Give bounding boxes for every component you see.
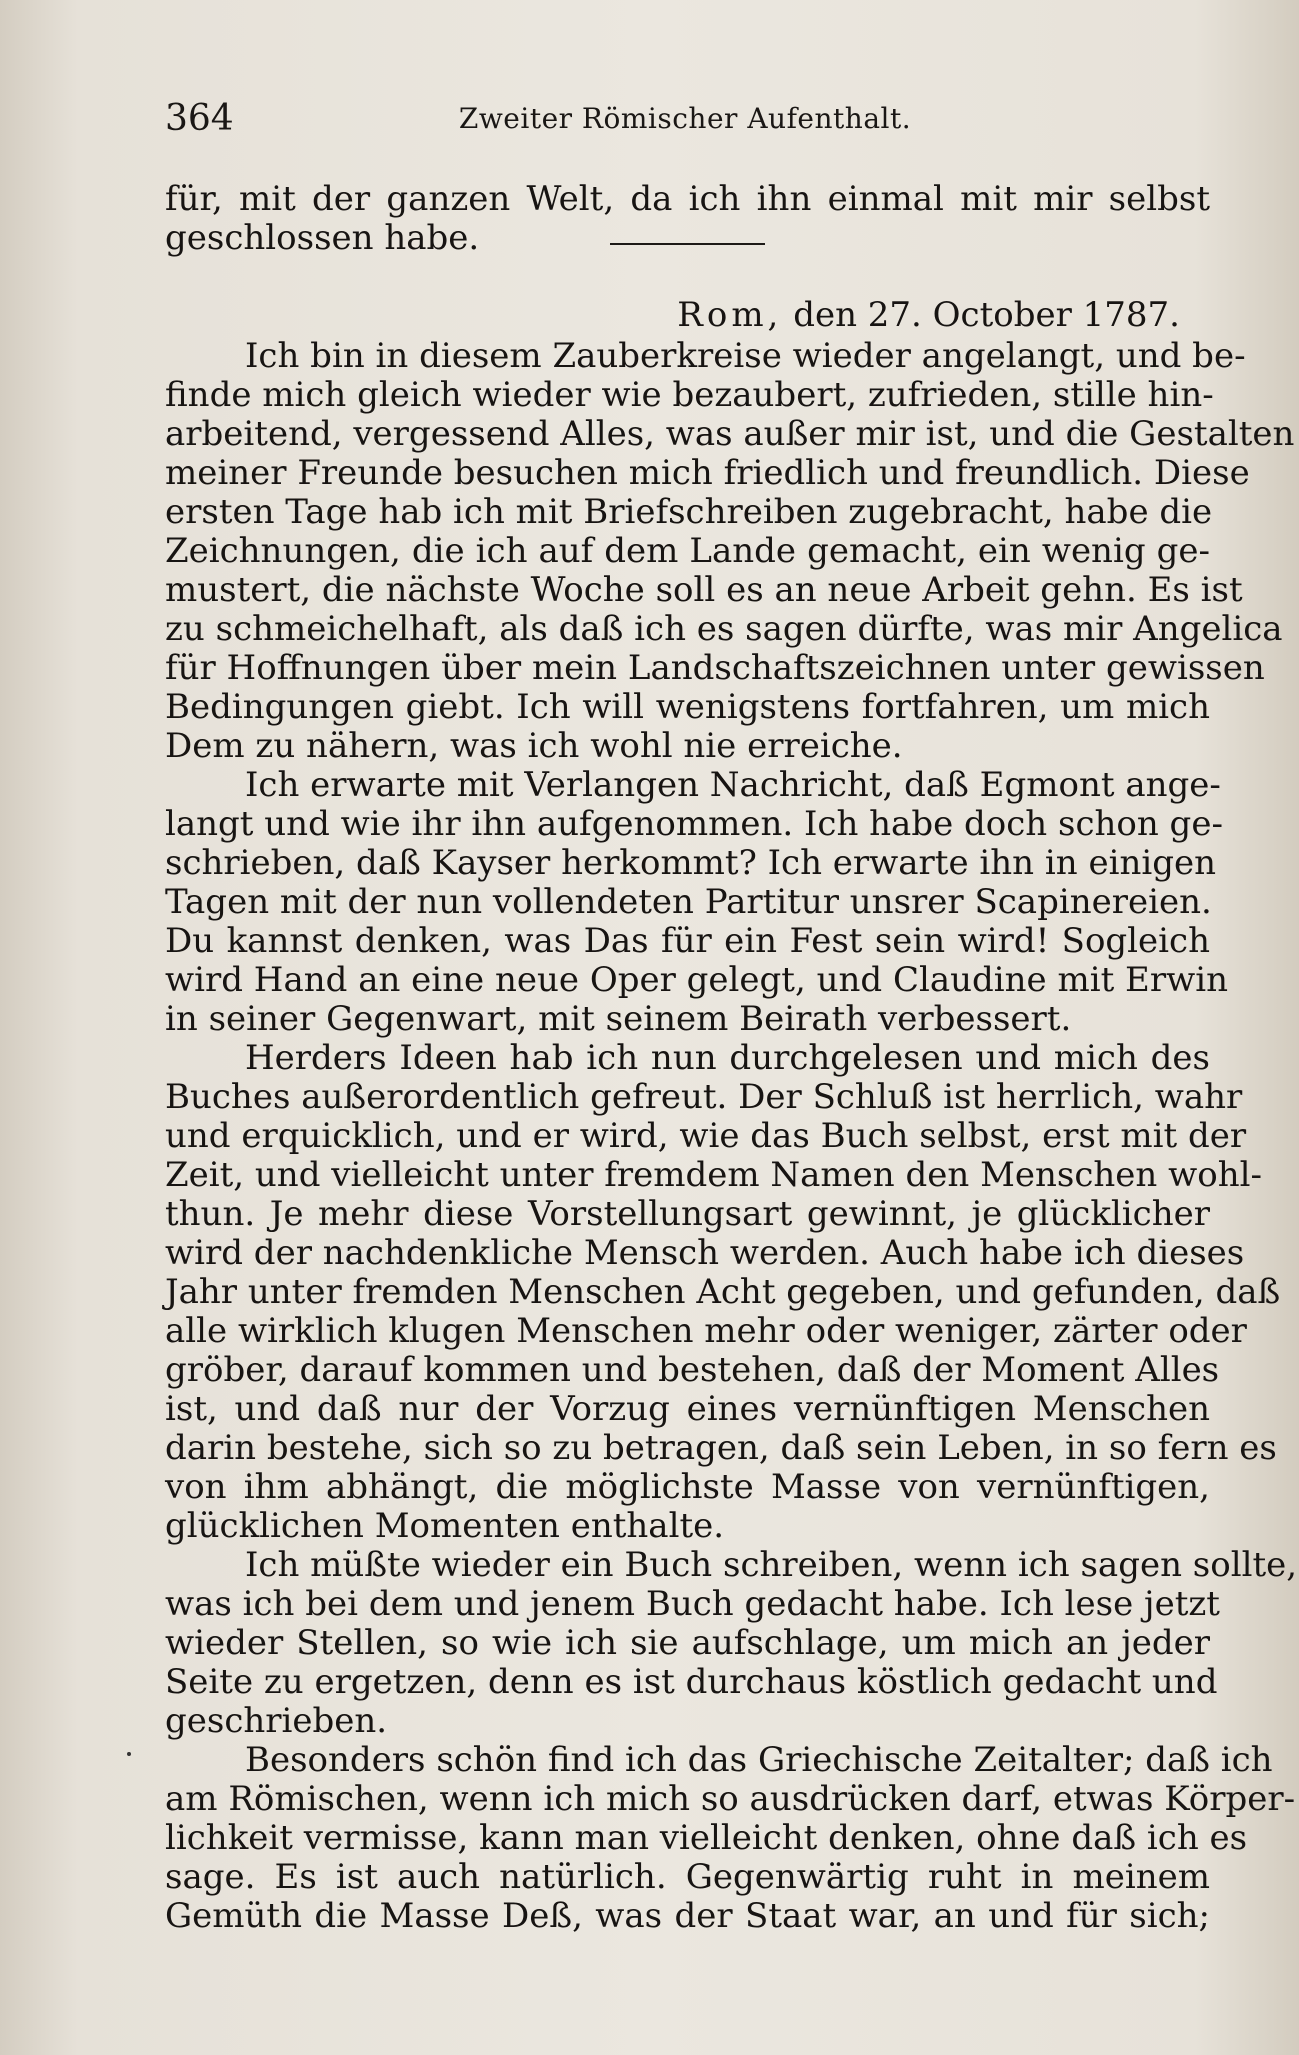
text-line: alle wirklich klugen Menschen mehr oder weniger, zärter oder (165, 1311, 1247, 1351)
text-line: wird Hand an eine neue Oper gelegt, und Claudine mit Erwin (165, 960, 1228, 1000)
section-end (165, 219, 1210, 258)
text-line: am Römischen, wenn ich mich so ausdrücken darf, etwas Körper- (165, 1779, 1296, 1819)
text-line: darin bestehe, sich so zu betragen, daß sein Leben, in so fern es (165, 1428, 1277, 1468)
running-title: Zweiter Römischer Aufenthalt. (458, 102, 912, 135)
text-line: von ihm abhängt, die möglichste Masse von vernünftigen, (165, 1467, 1210, 1507)
text-line: geschrieben. (165, 1701, 388, 1741)
text-line: wird der nachdenkliche Mensch werden. Auch habe ich dieses (165, 1233, 1245, 1273)
text-line: arbeitend, vergessend Alles, was außer mir ist, und die Gestalten (165, 414, 1295, 454)
text-line: ist, und daß nur der Vorzug eines vernünftigen Menschen (165, 1389, 1210, 1429)
text-line: finde mich gleich wieder wie bezaubert, zufrieden, stille hin- (165, 375, 1214, 415)
paragraph (165, 1038, 1281, 1546)
dateline (165, 296, 1210, 335)
page-header (165, 98, 1205, 148)
text-line: Gemüth die Masse Deß, was der Staat war, an und für sich; (165, 1896, 1210, 1936)
text-line: meiner Freunde besuchen mich friedlich und freundlich. Diese (165, 453, 1250, 493)
text-line: Du kannst denken, was Das für ein Fest sein wird! Sogleich (165, 921, 1210, 961)
text-line: Zeichnungen, die ich auf dem Lande gemacht, ein wenig ge- (165, 531, 1210, 571)
text-line: für, mit der ganzen Welt, da ich ihn einmal mit mir selbst (165, 179, 1210, 219)
text-line: geschlossen habe. (165, 218, 480, 258)
body-text (165, 179, 1298, 1936)
text-line: Dem zu nähern, was ich wohl nie erreiche. (165, 726, 903, 766)
text-line: mustert, die nächste Woche soll es an neue Arbeit gehn. Es ist (165, 570, 1243, 610)
text-line: Besonders schön find ich das Griechische Zeitalter; daß ich (245, 1740, 1273, 1780)
text-line: Seite zu ergetzen, denn es ist durchaus köstlich gedacht und (165, 1662, 1218, 1702)
text-line: ersten Tage hab ich mit Briefschreiben zugebracht, habe die (165, 492, 1213, 532)
text-line: in seiner Gegenwart, mit seinem Beirath verbessert. (165, 999, 1072, 1039)
text-line: wieder Stellen, so wie ich sie aufschlage, um mich an jeder (165, 1623, 1210, 1663)
text-line: zu schmeichelhaft, als daß ich es sagen dürfte, was mir Angelica (165, 609, 1283, 649)
page-number: 364 (165, 98, 234, 139)
text-line: gröber, darauf kommen und bestehen, daß der Moment Alles (165, 1350, 1220, 1390)
text-line: für Hoffnungen über mein Landschaftszeichnen unter gewissen (165, 648, 1265, 688)
dateline-place: Rom, (677, 295, 783, 335)
text-line: Buches außerordentlich gefreut. Der Schluß ist herrlich, wahr (165, 1077, 1243, 1117)
text-line: und erquicklich, und er wird, wie das Buch selbst, erst mit der (165, 1116, 1247, 1156)
text-line: Ich erwarte mit Verlangen Nachricht, daß Egmont ange- (245, 765, 1221, 805)
text-line: Bedingungen giebt. Ich will wenigstens fortfahren, um mich (165, 687, 1210, 727)
text-line: Zeit, und vielleicht unter fremdem Namen den Menschen wohl- (165, 1155, 1262, 1195)
section-separator-rule (610, 243, 765, 245)
text-line: sage. Es ist auch natürlich. Gegenwärtig ruht in meinem (165, 1857, 1210, 1897)
text-line: langt und wie ihr ihn aufgenommen. Ich habe doch schon ge- (165, 804, 1223, 844)
paragraph (165, 765, 1228, 1039)
text-line: thun. Je mehr diese Vorstellungsart gewinnt, je glücklicher (165, 1194, 1210, 1234)
text-line: Ich bin in diesem Zauberkreise wieder angelangt, und be- (245, 336, 1246, 376)
paragraph (165, 1740, 1296, 1936)
text-line: was ich bei dem und jenem Buch gedacht habe. Ich lese jetzt (165, 1584, 1220, 1624)
text-line: Herders Ideen hab ich nun durchgelesen und mich des (245, 1038, 1210, 1078)
text-line: lichkeit vermisse, kann man vielleicht denken, ohne daß ich es (165, 1818, 1248, 1858)
text-line: Jahr unter fremden Menschen Acht gegeben, und gefunden, daß (165, 1272, 1281, 1312)
text-line: schrieben, daß Kayser herkommt? Ich erwarte ihn in einigen (165, 843, 1216, 883)
paper-speck (127, 1752, 131, 1756)
dateline-date: den 27. October 1787. (793, 295, 1180, 335)
text-line: Tagen mit der nun vollendeten Partitur unsrer Scapinereien. (165, 882, 1212, 922)
text-line: Ich müßte wieder ein Buch schreiben, wenn ich sagen sollte, (245, 1545, 1298, 1585)
paragraph (165, 1545, 1298, 1741)
paragraph (165, 336, 1295, 766)
text-line: glücklichen Momenten enthalte. (165, 1506, 725, 1546)
